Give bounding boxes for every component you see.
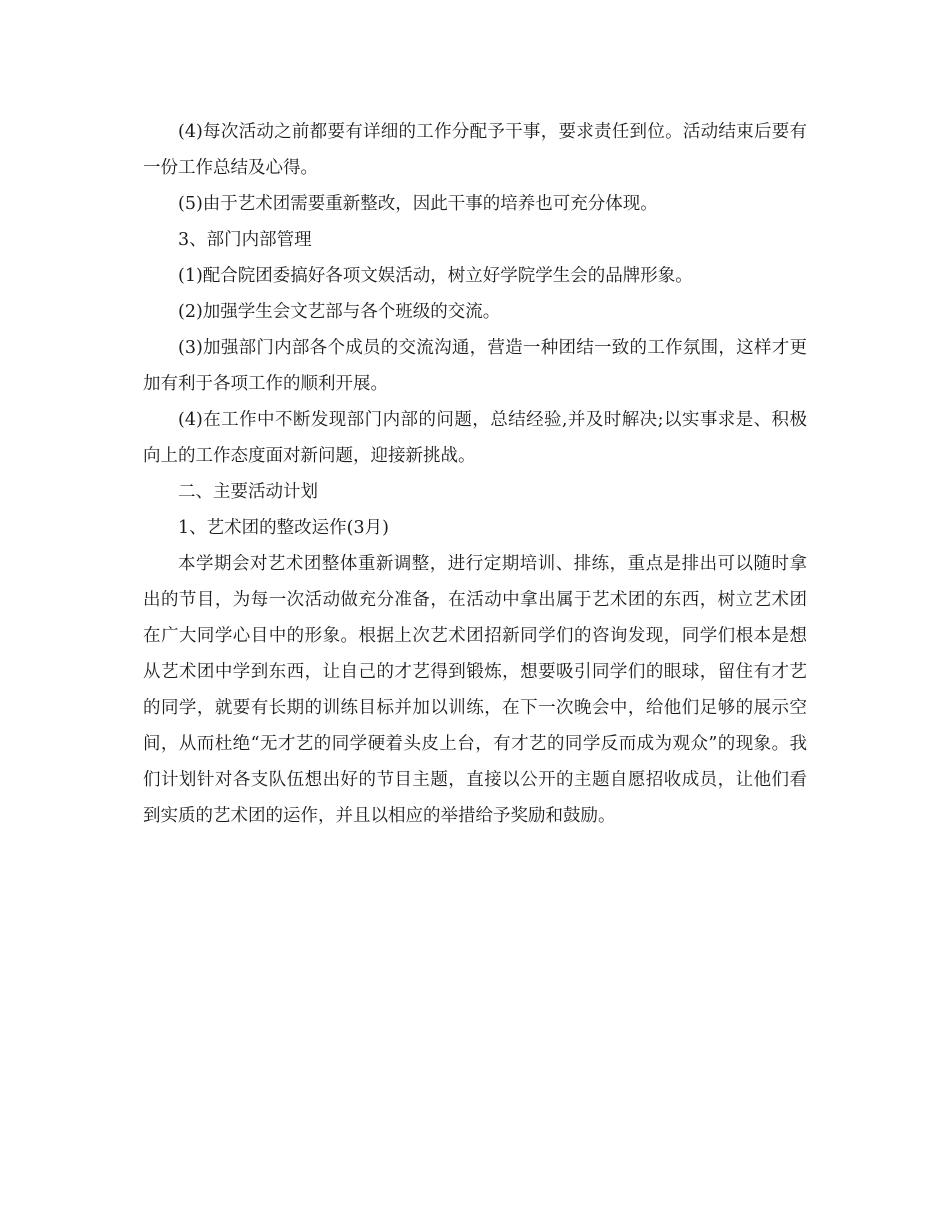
paragraph-item-4-duties: (4)每次活动之前都要有详细的工作分配予干事，要求责任到位。活动结束后要有一份工作总结及心得。 xyxy=(143,122,807,178)
paragraph-item-3-teamwork: (3)加强部门内部各个成员的交流沟通，营造一种团结一致的工作氛围，这样才更加有利于各项工作的顺利开展。 xyxy=(143,338,807,394)
paragraph-item-5-training: (5)由于艺术团需要重新整改，因此干事的培养也可充分体现。 xyxy=(178,194,658,214)
paragraph-art-troupe-plan: 本学期会对艺术团整体重新调整，进行定期培训、排练，重点是排出可以随时拿出的节目，为每一次活动做充分准备，在活动中拿出属于艺术团的东西，树立艺术团在广大同学心目中的形象。根据上次艺术团招新同学们的咨询发现，同学们根本是想从艺术团中学到东西，让自己的才艺得到锻炼，想要吸引同学们的眼球，留住有才艺的同学，就要有长期的训练目标并加以训练，在下一次晚会中，给他们足够的展示空间，从而杜绝“无才艺的同学硬着头皮上台，有才艺的同学反而成为观众”的现象。我们计划针对各支队伍想出好的节目主题，直接以公开的主题自愿招收成员，让他们看到实质的艺术团的运作，并且以相应的举措给予奖励和鼓励。 xyxy=(143,554,807,826)
subheading-art-troupe-reform: 1、艺术团的整改运作(3月) xyxy=(178,518,389,538)
document-body xyxy=(143,114,807,834)
paragraph-item-1-cooperation: (1)配合院团委搞好各项文娱活动，树立好学院学生会的品牌形象。 xyxy=(178,266,693,286)
paragraph-item-2-communication: (2)加强学生会文艺部与各个班级的交流。 xyxy=(178,302,501,322)
section-heading-internal-management: 3、部门内部管理 xyxy=(178,230,312,250)
section-heading-main-activities: 二、主要活动计划 xyxy=(178,482,318,502)
paragraph-item-4-problem-solving: (4)在工作中不断发现部门内部的问题，总结经验,并及时解决;以实事求是、积极向上的工作态度面对新问题，迎接新挑战。 xyxy=(143,410,807,466)
